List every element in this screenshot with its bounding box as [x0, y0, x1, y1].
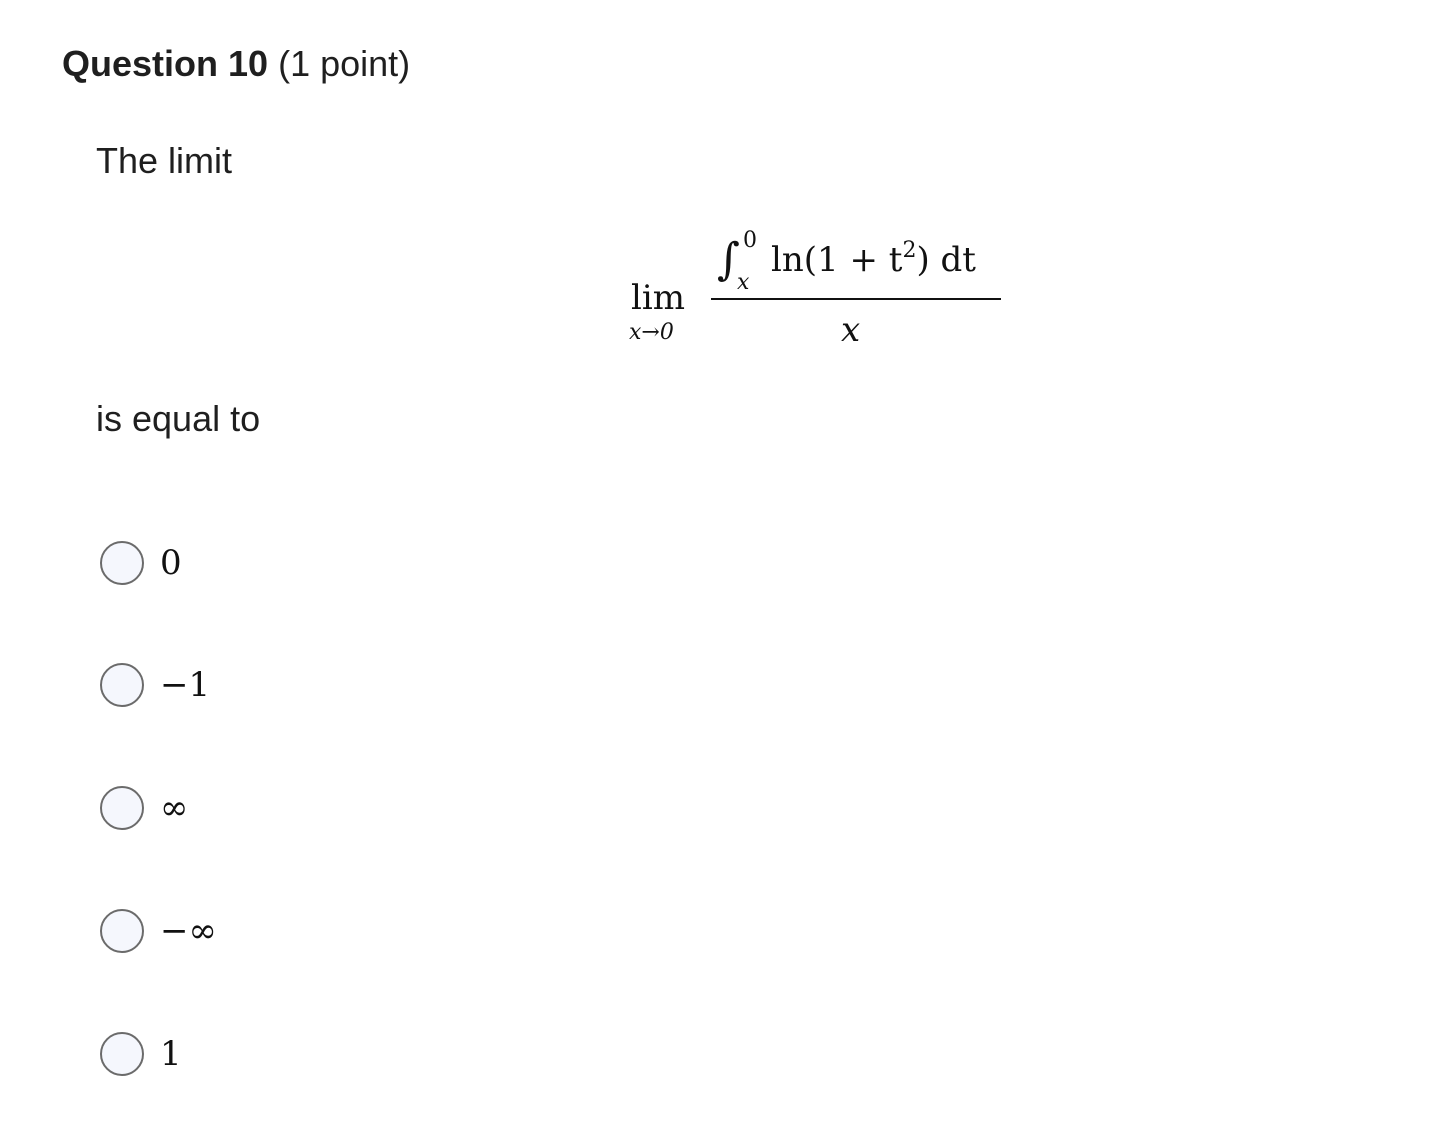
lim-operator: lim — [631, 278, 685, 318]
question-points: (1 point) — [278, 43, 411, 84]
answer-option-label[interactable]: −1 — [160, 665, 211, 705]
radio-button[interactable] — [100, 786, 144, 830]
question-title: Question 10 — [62, 43, 269, 84]
integral-lower-bound: x — [737, 270, 750, 295]
integrand-suffix: ) dt — [916, 240, 976, 280]
answer-option[interactable] — [100, 909, 400, 957]
answer-option-label[interactable]: ∞ — [160, 788, 189, 828]
question-prompt-before: The limit — [96, 140, 233, 181]
lim-subscript: x→0 — [629, 320, 674, 345]
answer-option[interactable] — [100, 663, 400, 711]
answer-option[interactable] — [100, 1032, 400, 1080]
question-prompt-after: is equal to — [96, 398, 261, 439]
limit-formula — [625, 226, 1015, 356]
answer-option[interactable] — [100, 541, 400, 589]
radio-button[interactable] — [100, 663, 144, 707]
integrand-exponent: 2 — [902, 238, 917, 263]
answer-option-label[interactable]: 0 — [160, 543, 182, 583]
radio-button[interactable] — [100, 909, 144, 953]
answer-option[interactable] — [100, 786, 400, 834]
radio-button[interactable] — [100, 541, 144, 585]
fraction-bar — [711, 298, 1001, 300]
answer-option-label[interactable]: 1 — [160, 1034, 182, 1074]
fraction-denominator: x — [841, 310, 861, 350]
integrand — [771, 240, 976, 280]
answer-option-label[interactable]: −∞ — [160, 911, 217, 951]
radio-button[interactable] — [100, 1032, 144, 1076]
integrand-prefix: ln(1 + t — [771, 240, 903, 280]
fraction-numerator — [717, 228, 1017, 295]
integral-upper-bound: 0 — [743, 228, 757, 253]
question-header — [62, 40, 410, 88]
integral-sign: ∫ — [717, 234, 740, 285]
